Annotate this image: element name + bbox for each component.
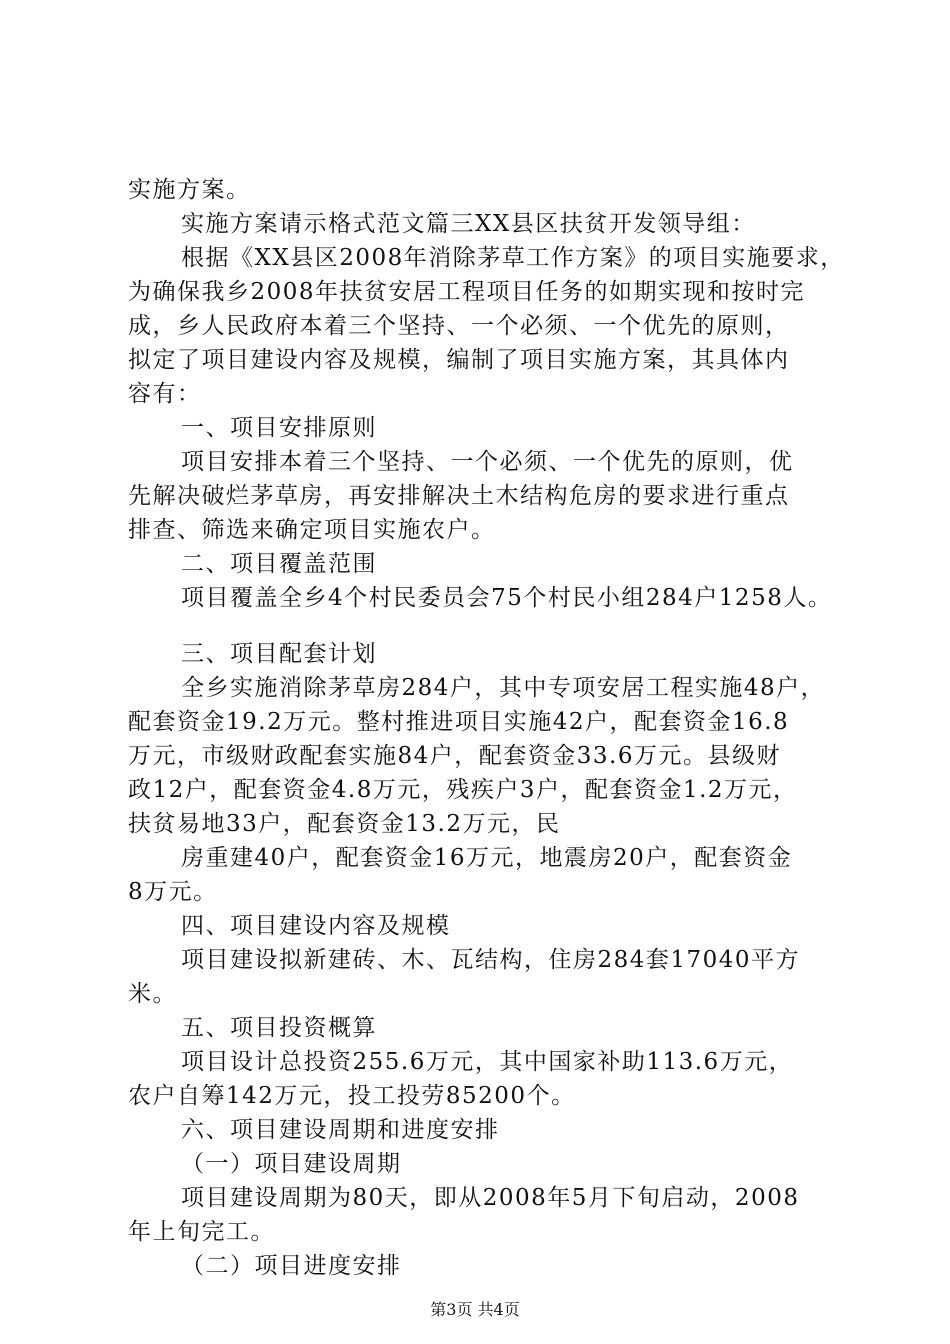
- text-line: 米。: [128, 981, 177, 1007]
- page-number-footer: 第3页 共4页: [430, 1300, 520, 1319]
- section-heading: 六、项目建设周期和进度安排: [181, 1117, 500, 1143]
- text-line: 项目覆盖全乡4个村民委员会75个村民小组284户1258人。: [181, 585, 833, 611]
- text-line: 排查、筛选来确定项目实施农户。: [128, 517, 496, 543]
- text-line: 容有：: [128, 381, 202, 407]
- text-line: 房重建40户，配套资金16万元，地震房20户，配套资金: [181, 845, 793, 871]
- text-line: 为确保我乡2008年扶贫安居工程项目任务的如期实现和按时完: [128, 279, 806, 305]
- text-line: 项目安排本着三个坚持、一个必须、一个优先的原则，优: [181, 449, 794, 475]
- section-heading: 一、项目安排原则: [181, 415, 377, 441]
- section-heading: 五、项目投资概算: [181, 1015, 377, 1041]
- subsection-heading: （一）项目建设周期: [181, 1151, 402, 1177]
- section-heading: 四、项目建设内容及规模: [181, 913, 451, 939]
- text-line: 农户自筹142万元，投工投劳85200个。: [128, 1083, 576, 1109]
- text-line: 年上旬完工。: [128, 1219, 275, 1245]
- section-heading: 二、项目覆盖范围: [181, 551, 377, 577]
- text-line: 政12户，配套资金4.8万元，残疾户3户，配套资金1.2万元，: [128, 777, 798, 803]
- text-line: 配套资金19.2万元。整村推进项目实施42户，配套资金16.8: [128, 709, 790, 735]
- text-line: 成，乡人民政府本着三个坚持、一个必须、一个优先的原则，: [128, 313, 790, 339]
- text-line: 项目建设周期为80天，即从2008年5月下旬启动，2008: [181, 1185, 800, 1211]
- text-line: 实施方案。: [128, 177, 251, 203]
- text-line: 拟定了项目建设内容及规模，编制了项目实施方案，其具体内: [128, 347, 790, 373]
- text-line: 全乡实施消除茅草房284户，其中专项安居工程实施48户，: [181, 675, 826, 701]
- text-line: 万元，市级财政配套实施84户，配套资金33.6万元。县级财: [128, 743, 781, 769]
- text-line: 根据《XX县区2008年消除茅草工作方案》的项目实施要求，: [181, 245, 845, 271]
- text-line: 实施方案请示格式范文篇三XX县区扶贫开发领导组：: [181, 211, 756, 237]
- section-heading: 三、项目配套计划: [181, 641, 377, 667]
- text-line: 扶贫易地33户，配套资金13.2万元，民: [128, 811, 561, 837]
- text-line: 项目设计总投资255.6万元，其中国家补助113.6万元，: [181, 1049, 794, 1075]
- text-line: 项目建设拟新建砖、木、瓦结构，住房284套17040平方: [181, 947, 801, 973]
- subsection-heading: （二）项目进度安排: [181, 1253, 402, 1279]
- text-line: 8万元。: [128, 879, 218, 905]
- text-line: 先解决破烂茅草房，再安排解决土木结构危房的要求进行重点: [128, 483, 790, 509]
